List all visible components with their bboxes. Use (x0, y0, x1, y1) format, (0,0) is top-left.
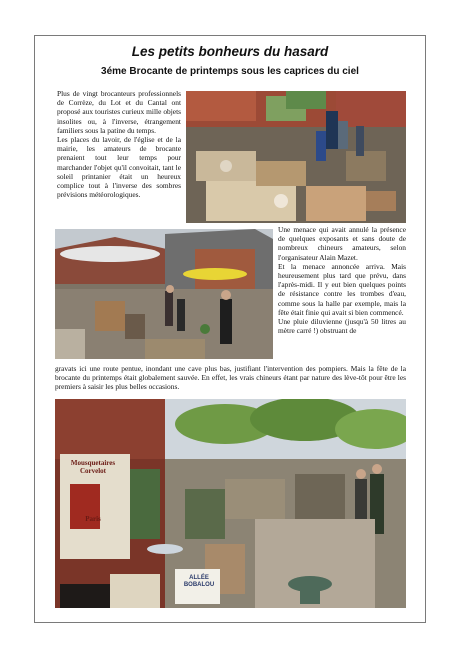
poster-line-2: Corvelot (79, 467, 107, 475)
paragraph-4: Et la menace annoncée arriva. Mais heureusement plus tard que prévu, dans l'après-midi. Il y eut bien quelques points de résistance contre les trombes d'eau, comme sous la halle par exemple, mais la fête était finie qui avait si bien commencé. (278, 261, 406, 317)
article-frame (34, 35, 426, 623)
paragraph-2: Les places du lavoir, de l'église et de la mairie, les amateurs de brocante prenaient tout leur temps pour marchander l'objet qu'il convoitait, tant le soleil printanier était un heureux complice tout à l'inverse des sombres prévisions météorologiques. (57, 135, 181, 200)
street-sign (179, 575, 219, 589)
poster-line-3: Paris (85, 515, 101, 523)
photo-plaza-umbrellas (55, 229, 273, 359)
paragraph-1: Plus de vingt brocanteurs professionnels de Corrèze, du Lot et du Cantal ont proposé aux touristes curieux mille objets insolites ou, à l'inverse, étrangement familiers sous la patine du temps. (57, 89, 181, 135)
poster-text (63, 459, 123, 523)
sign-line-1: ALLÉE (189, 575, 209, 581)
paragraph-5: Une pluie diluvienne (jusqu'à 50 litres au mètre carré !) obstruant de (278, 317, 406, 336)
article-title: Les petits bonheurs du hasard (131, 44, 329, 59)
photo-market-stalls (186, 91, 406, 223)
paragraph-3: Une menace qui avait annulé la présence de quelques exposants et sans doute de nombreux chineurs amateurs, selon l'organisateur Alain Mazet. (278, 225, 406, 262)
photo-garden-brocante (55, 399, 406, 608)
text-full-width (55, 364, 406, 392)
sign-line-2: BOBALOU (183, 582, 215, 588)
paragraph-6: gravats ici une route pentue, inondant une cave plus bas, justifiant l'intervention des pompiers. Mais la fête de la brocante du printemps était globalement sauvée. En effet, les vrais chineurs étant par nature des lève-tôt pour être les premiers à saisir les plus belles occasions. (55, 364, 406, 392)
poster-line-1: Mousquetaires (70, 459, 116, 467)
article-subtitle: 3éme Brocante de printemps sous les caprices du ciel (101, 66, 359, 77)
text-column-left (57, 89, 181, 199)
text-column-right (278, 225, 406, 335)
